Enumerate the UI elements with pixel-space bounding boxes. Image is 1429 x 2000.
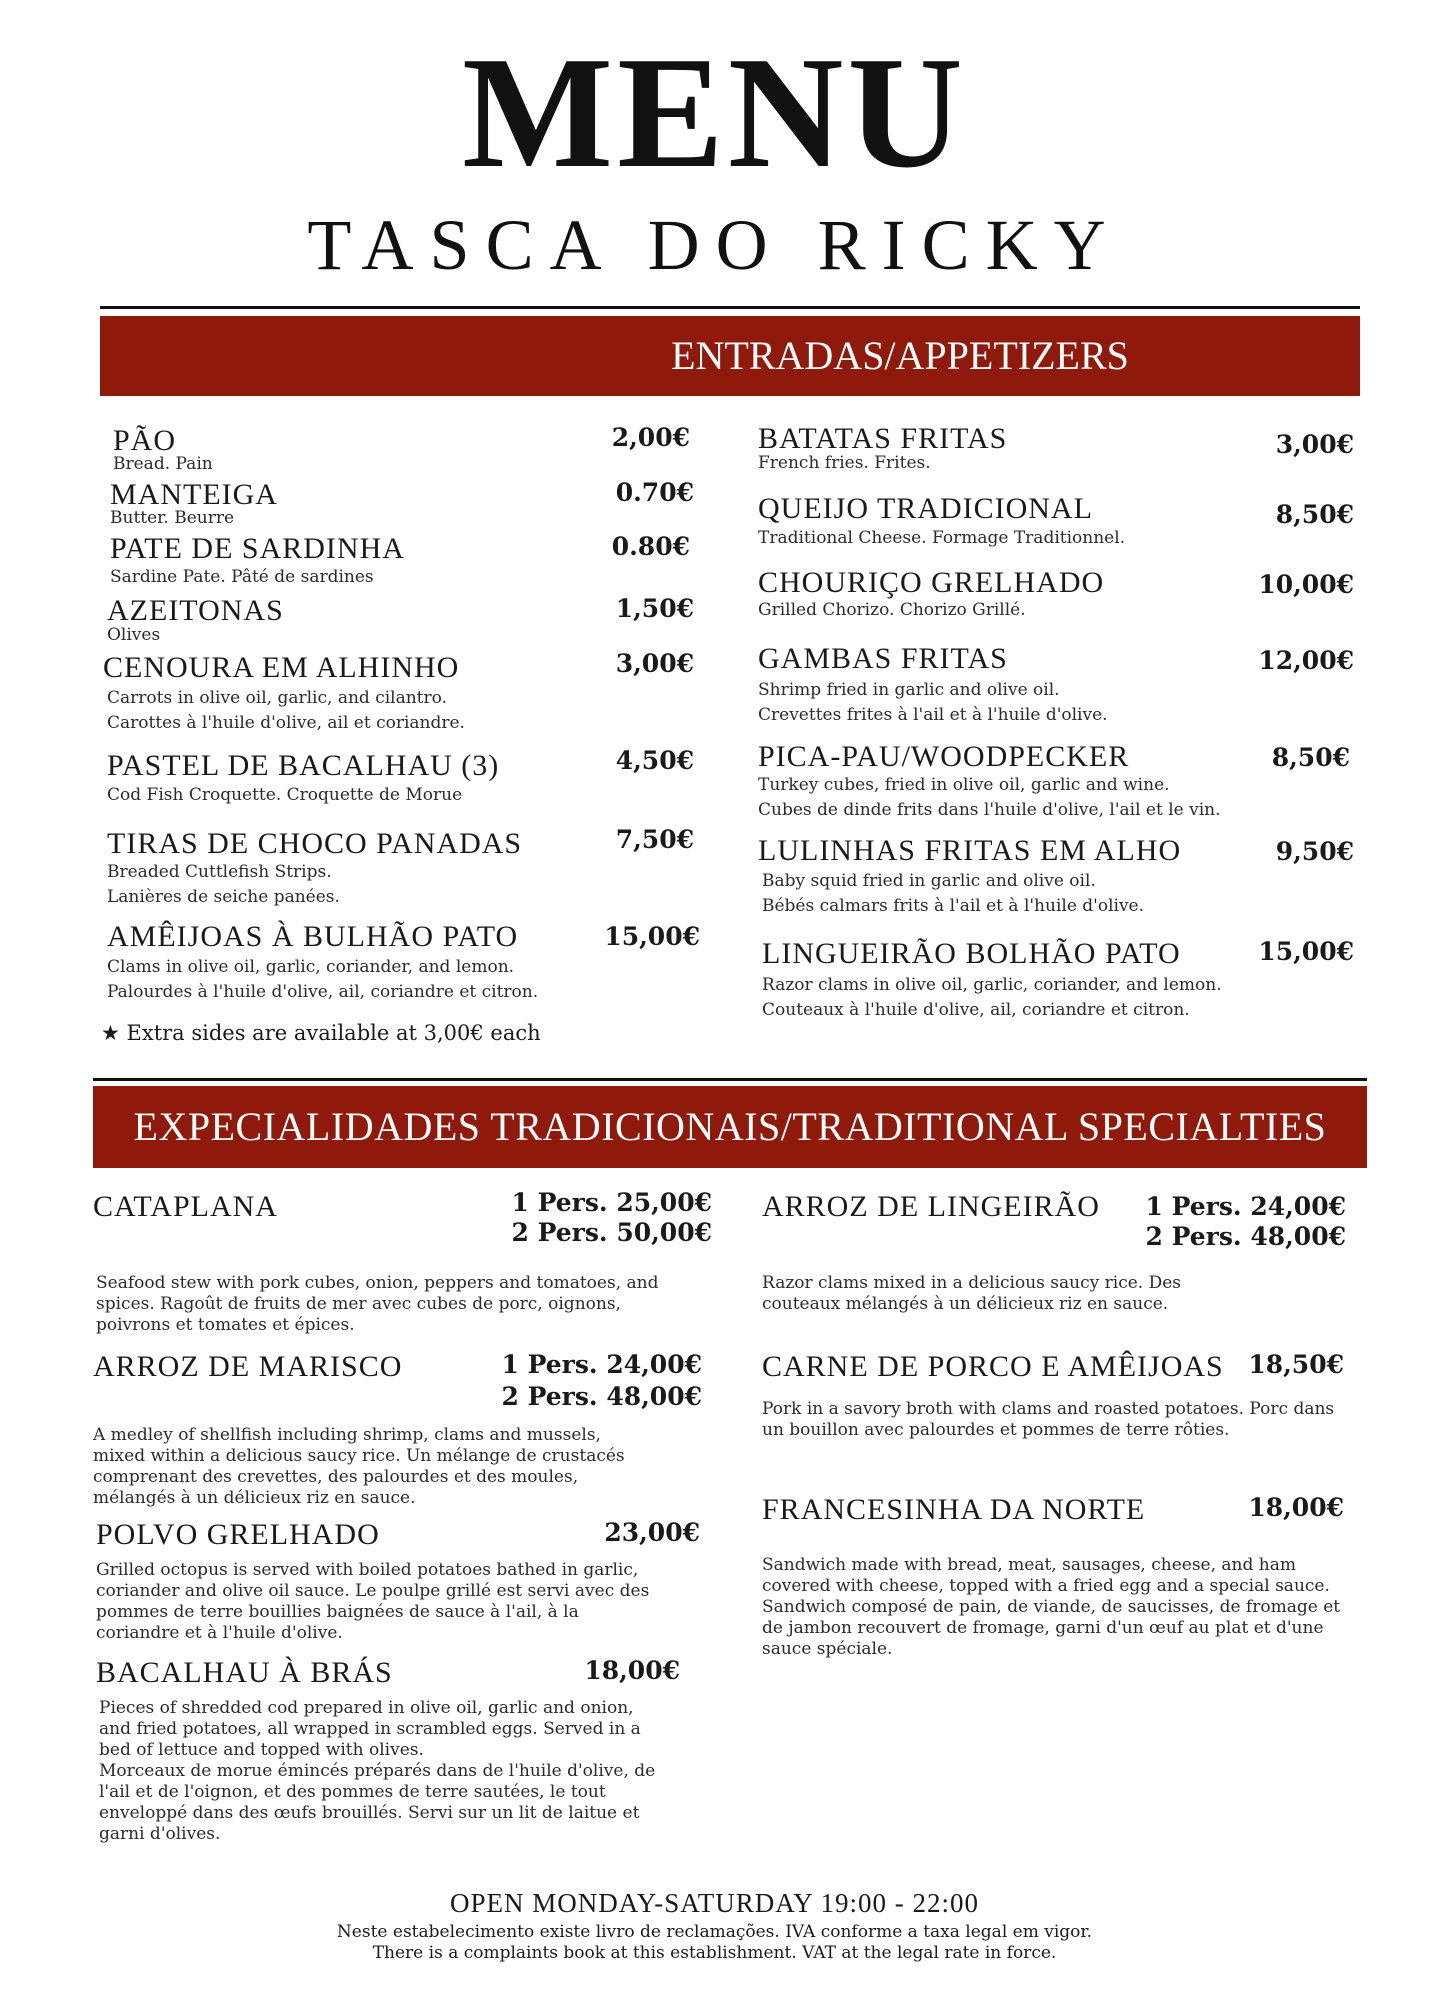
item-description: Bébés calmars frits à l'ail et à l'huile d'olive. xyxy=(762,896,1145,916)
item-price: 1 Pers. 25,00€ xyxy=(511,1188,712,1217)
item-description: Sardine Pate. Pâté de sardines xyxy=(110,567,374,587)
item-price: 18,00€ xyxy=(1248,1493,1344,1522)
item-description: Grilled octopus is served with boiled potatoes bathed in garlic, xyxy=(96,1560,639,1580)
item-description: Lanières de seiche panées. xyxy=(107,887,340,907)
item-description: Sandwich made with bread, meat, sausages, cheese, and ham xyxy=(762,1555,1296,1575)
item-description: spices. Ragoût de fruits de mer avec cubes de porc, oignons, xyxy=(96,1294,621,1314)
item-name: CENOURA EM ALHINHO xyxy=(103,651,460,684)
item-price: 12,00€ xyxy=(1258,646,1354,675)
item-description: coriander and olive oil sauce. Le poulpe grillé est servi avec des xyxy=(96,1581,650,1601)
item-description: un bouillon avec palourdes et pommes de terre rôties. xyxy=(762,1420,1230,1440)
item-description: Razor clams mixed in a delicious saucy rice. Des xyxy=(762,1273,1181,1293)
item-description: Olives xyxy=(107,625,161,645)
item-name: GAMBAS FRITAS xyxy=(758,642,1008,675)
item-description: couteaux mélangés à un délicieux riz en sauce. xyxy=(762,1294,1169,1314)
item-description: Butter. Beurre xyxy=(110,508,235,528)
item-price: 0.70€ xyxy=(615,478,694,507)
menu-title: MENU xyxy=(462,23,967,201)
item-name: LULINHAS FRITAS EM ALHO xyxy=(758,834,1182,867)
item-description: A medley of shellfish including shrimp, clams and mussels, xyxy=(93,1425,601,1445)
item-description: Turkey cubes, fried in olive oil, garlic and wine. xyxy=(758,775,1170,795)
item-description: Crevettes frites à l'ail et à l'huile d'olive. xyxy=(758,705,1108,725)
item-name: AMÊIJOAS À BULHÃO PATO xyxy=(107,920,519,953)
item-description: sauce spéciale. xyxy=(762,1639,893,1659)
extra-sides-note xyxy=(101,1021,541,1045)
item-name: ARROZ DE LINGEIRÃO xyxy=(762,1190,1100,1223)
item-description: l'ail et de l'oignon, et des pommes de terre sautées, le tout xyxy=(99,1782,606,1802)
restaurant-name: TASCA DO RICKY xyxy=(307,205,1122,285)
item-description: Razor clams in olive oil, garlic, coriander, and lemon. xyxy=(762,975,1222,995)
item-name: CHOURIÇO GRELHADO xyxy=(758,566,1105,599)
item-description: Baby squid fried in garlic and olive oil. xyxy=(762,871,1096,891)
specialties-heading: EXPECIALIDADES TRADICIONAIS/TRADITIONAL SPECIALTIES xyxy=(93,1086,1367,1168)
item-name: TIRAS DE CHOCO PANADAS xyxy=(107,827,523,860)
opening-hours: OPEN MONDAY-SATURDAY 19:00 - 22:00 xyxy=(449,1888,980,1918)
item-description: Cod Fish Croquette. Croquette de Morue xyxy=(107,785,463,805)
item-price: 4,50€ xyxy=(615,746,694,775)
item-price: 15,00€ xyxy=(1258,937,1354,966)
section-divider xyxy=(100,306,1360,309)
item-description: Cubes de dinde frits dans l'huile d'olive, l'ail et le vin. xyxy=(758,800,1221,820)
item-name: BATATAS FRITAS xyxy=(758,422,1008,455)
item-description: and fried potatoes, all wrapped in scrambled eggs. Served in a xyxy=(99,1719,641,1739)
item-description: French fries. Frites. xyxy=(758,453,931,473)
item-description: Traditional Cheese. Formage Traditionnel. xyxy=(758,528,1126,548)
section-divider xyxy=(93,1078,1367,1081)
item-price: 2,00€ xyxy=(611,423,690,452)
extra-sides-text: Extra sides are available at 3,00€ each xyxy=(126,1021,541,1045)
item-price: 3,00€ xyxy=(615,649,694,678)
item-price: 0.80€ xyxy=(611,532,690,561)
item-name: PATE DE SARDINHA xyxy=(110,532,405,565)
item-description: Pieces of shredded cod prepared in olive oil, garlic and onion, xyxy=(99,1698,634,1718)
item-price: 18,50€ xyxy=(1248,1350,1344,1379)
item-description: Couteaux à l'huile d'olive, ail, coriandre et citron. xyxy=(762,1000,1190,1020)
item-description: comprenant des crevettes, des palourdes et des moules, xyxy=(93,1467,579,1487)
item-name: BACALHAU À BRÁS xyxy=(96,1656,393,1689)
item-price: 8,50€ xyxy=(1275,500,1354,529)
item-price: 2 Pers. 48,00€ xyxy=(501,1382,702,1411)
item-description: Shrimp fried in garlic and olive oil. xyxy=(758,680,1060,700)
item-name: LINGUEIRÃO BOLHÃO PATO xyxy=(762,937,1181,970)
item-price: 7,50€ xyxy=(615,825,694,854)
item-price: 1 Pers. 24,00€ xyxy=(1145,1192,1346,1221)
item-name: PÃO xyxy=(113,424,177,457)
item-price: 9,50€ xyxy=(1275,837,1354,866)
item-description: Grilled Chorizo. Chorizo Grillé. xyxy=(758,600,1026,620)
item-name: CARNE DE PORCO E AMÊIJOAS xyxy=(762,1350,1224,1383)
item-name: QUEIJO TRADICIONAL xyxy=(758,492,1093,525)
item-description: Sandwich composé de pain, de viande, de saucisses, de fromage et xyxy=(762,1597,1341,1617)
item-name: POLVO GRELHADO xyxy=(96,1518,380,1551)
item-price: 2 Pers. 48,00€ xyxy=(1145,1222,1346,1251)
item-description: Palourdes à l'huile d'olive, ail, coriandre et citron. xyxy=(107,982,539,1002)
item-price: 18,00€ xyxy=(584,1656,680,1685)
item-description: garni d'olives. xyxy=(99,1824,221,1844)
item-price: 1,50€ xyxy=(615,594,694,623)
item-name: CATAPLANA xyxy=(93,1190,278,1223)
item-description: de jambon recouvert de fromage, garni d'un œuf au plat et d'une xyxy=(762,1618,1324,1638)
item-description: pommes de terre bouillies baignées de sauce à l'ail, à la xyxy=(96,1602,579,1622)
item-description: mélangés à un délicieux riz en sauce. xyxy=(93,1488,416,1508)
item-description: Carottes à l'huile d'olive, ail et coriandre. xyxy=(107,713,465,733)
item-price: 1 Pers. 24,00€ xyxy=(501,1350,702,1379)
item-description: Seafood stew with pork cubes, onion, peppers and tomatoes, and xyxy=(96,1273,659,1293)
item-description: Pork in a savory broth with clams and roasted potatoes. Porc dans xyxy=(762,1399,1335,1419)
item-price: 3,00€ xyxy=(1275,430,1354,459)
complaints-note-en: There is a complaints book at this establishment. VAT at the legal rate in force. xyxy=(372,1943,1057,1963)
item-description: mixed within a delicious saucy rice. Un mélange de crustacés xyxy=(93,1446,625,1466)
item-name: AZEITONAS xyxy=(107,594,284,627)
item-description: covered with cheese, topped with a fried egg and a special sauce. xyxy=(762,1576,1330,1596)
item-description: bed of lettuce and topped with olives. xyxy=(99,1740,424,1760)
star-icon: ★ xyxy=(101,1021,120,1045)
item-description: enveloppé dans des œufs brouillés. Servi sur un lit de laitue et xyxy=(99,1803,640,1823)
item-description: poivrons et tomates et épices. xyxy=(96,1315,355,1335)
item-price: 15,00€ xyxy=(604,922,700,951)
item-price: 10,00€ xyxy=(1258,570,1354,599)
item-description: coriandre et à l'huile d'olive. xyxy=(96,1623,343,1643)
item-price: 2 Pers. 50,00€ xyxy=(511,1218,712,1247)
item-price: 8,50€ xyxy=(1271,743,1350,772)
item-name: FRANCESINHA DA NORTE xyxy=(762,1493,1146,1526)
item-name: MANTEIGA xyxy=(110,478,278,511)
appetizers-heading: ENTRADAS/APPETIZERS xyxy=(100,316,1360,396)
item-description: Clams in olive oil, garlic, coriander, and lemon. xyxy=(107,957,515,977)
item-price: 23,00€ xyxy=(604,1518,700,1547)
item-name: PICA-PAU/WOODPECKER xyxy=(758,740,1130,773)
item-name: ARROZ DE MARISCO xyxy=(93,1350,403,1383)
complaints-note-pt: Neste estabelecimento existe livro de reclamações. IVA conforme a taxa legal em vigor. xyxy=(336,1922,1093,1942)
item-description: Carrots in olive oil, garlic, and cilantro. xyxy=(107,688,447,708)
item-description: Morceaux de morue émincés préparés dans de l'huile d'olive, de xyxy=(99,1761,656,1781)
item-description: Bread. Pain xyxy=(113,454,213,474)
item-description: Breaded Cuttlefish Strips. xyxy=(107,862,332,882)
item-name: PASTEL DE BACALHAU (3) xyxy=(107,749,500,782)
